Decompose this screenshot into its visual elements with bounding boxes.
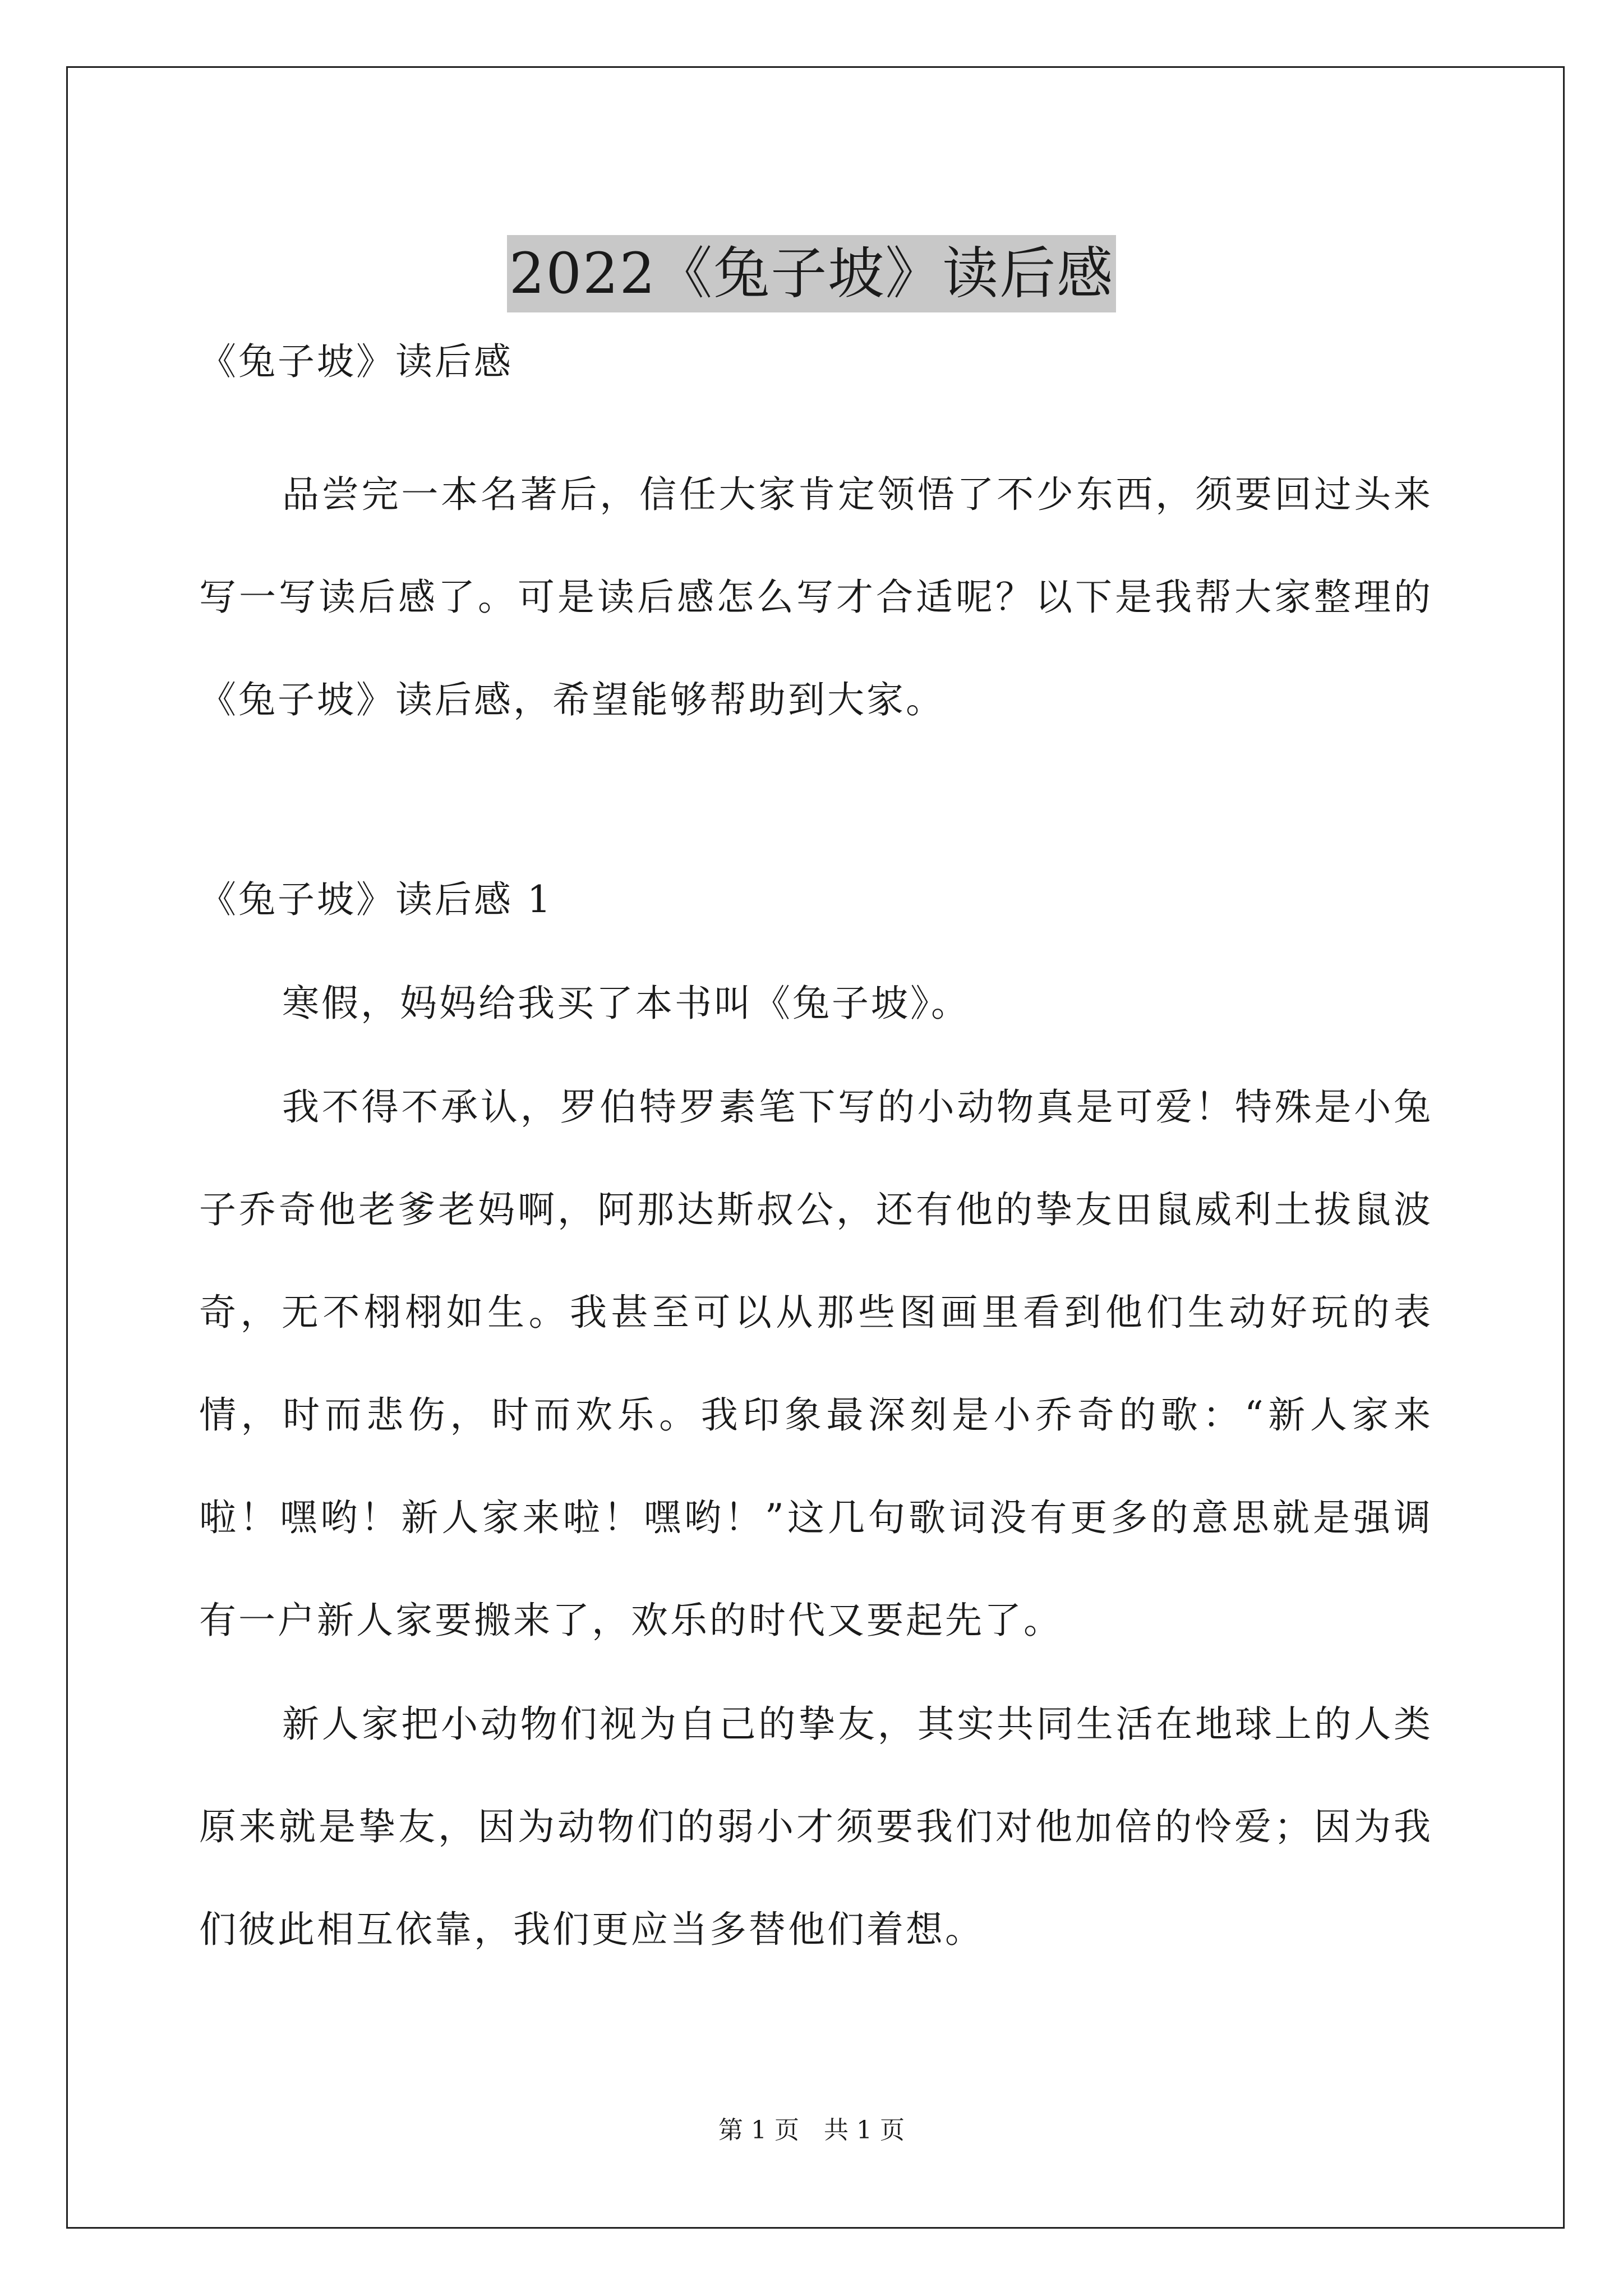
page-footer — [0, 2114, 1623, 2147]
document-title: 2022《兔子坡》读后感 — [507, 235, 1117, 312]
spacer — [199, 751, 1433, 848]
subtitle: 《兔子坡》读后感 — [199, 340, 513, 383]
body-paragraph: 寒假，妈妈给我买了本书叫《兔子坡》。 — [282, 982, 970, 1025]
body-paragraph: 我不得不承认，罗伯特罗素笔下写的小动物真是可爱！特殊是小兔子乔奇他老爹老妈啊，阿那达斯叔公，还有他的挚友田鼠威利土拔鼠波奇，无不栩栩如生。我甚至可以从那些图画里看到他们生动好玩的表情，时而悲伤，时而欢乐。我印象最深刻是小乔奇的歌：“新人家来啦！嘿哟！新人家来啦！嘿哟！”这几句歌词没有更多的意思就是强调有一户新人家要搬来了，欢乐的时代又要起先了。 — [199, 1085, 1433, 1642]
intro-paragraph: 品尝完一本名著后，信任大家肯定领悟了不少东西，须要回过头来写一写读后感了。可是读后感怎么写才合适呢？以下是我帮大家整理的《兔子坡》读后感，希望能够帮助到大家。 — [199, 473, 1433, 721]
page-total: 共 1 页 — [824, 2116, 905, 2145]
document-body — [199, 310, 1433, 1981]
page-number: 第 1 页 — [718, 2116, 799, 2145]
section-heading: 《兔子坡》读后感 1 — [199, 878, 553, 921]
body-paragraph: 新人家把小动物们视为自己的挚友，其实共同生活在地球上的人类原来就是挚友，因为动物们的弱小才须要我们对他加倍的怜爱；因为我们彼此相互依靠，我们更应当多替他们着想。 — [199, 1703, 1433, 1951]
